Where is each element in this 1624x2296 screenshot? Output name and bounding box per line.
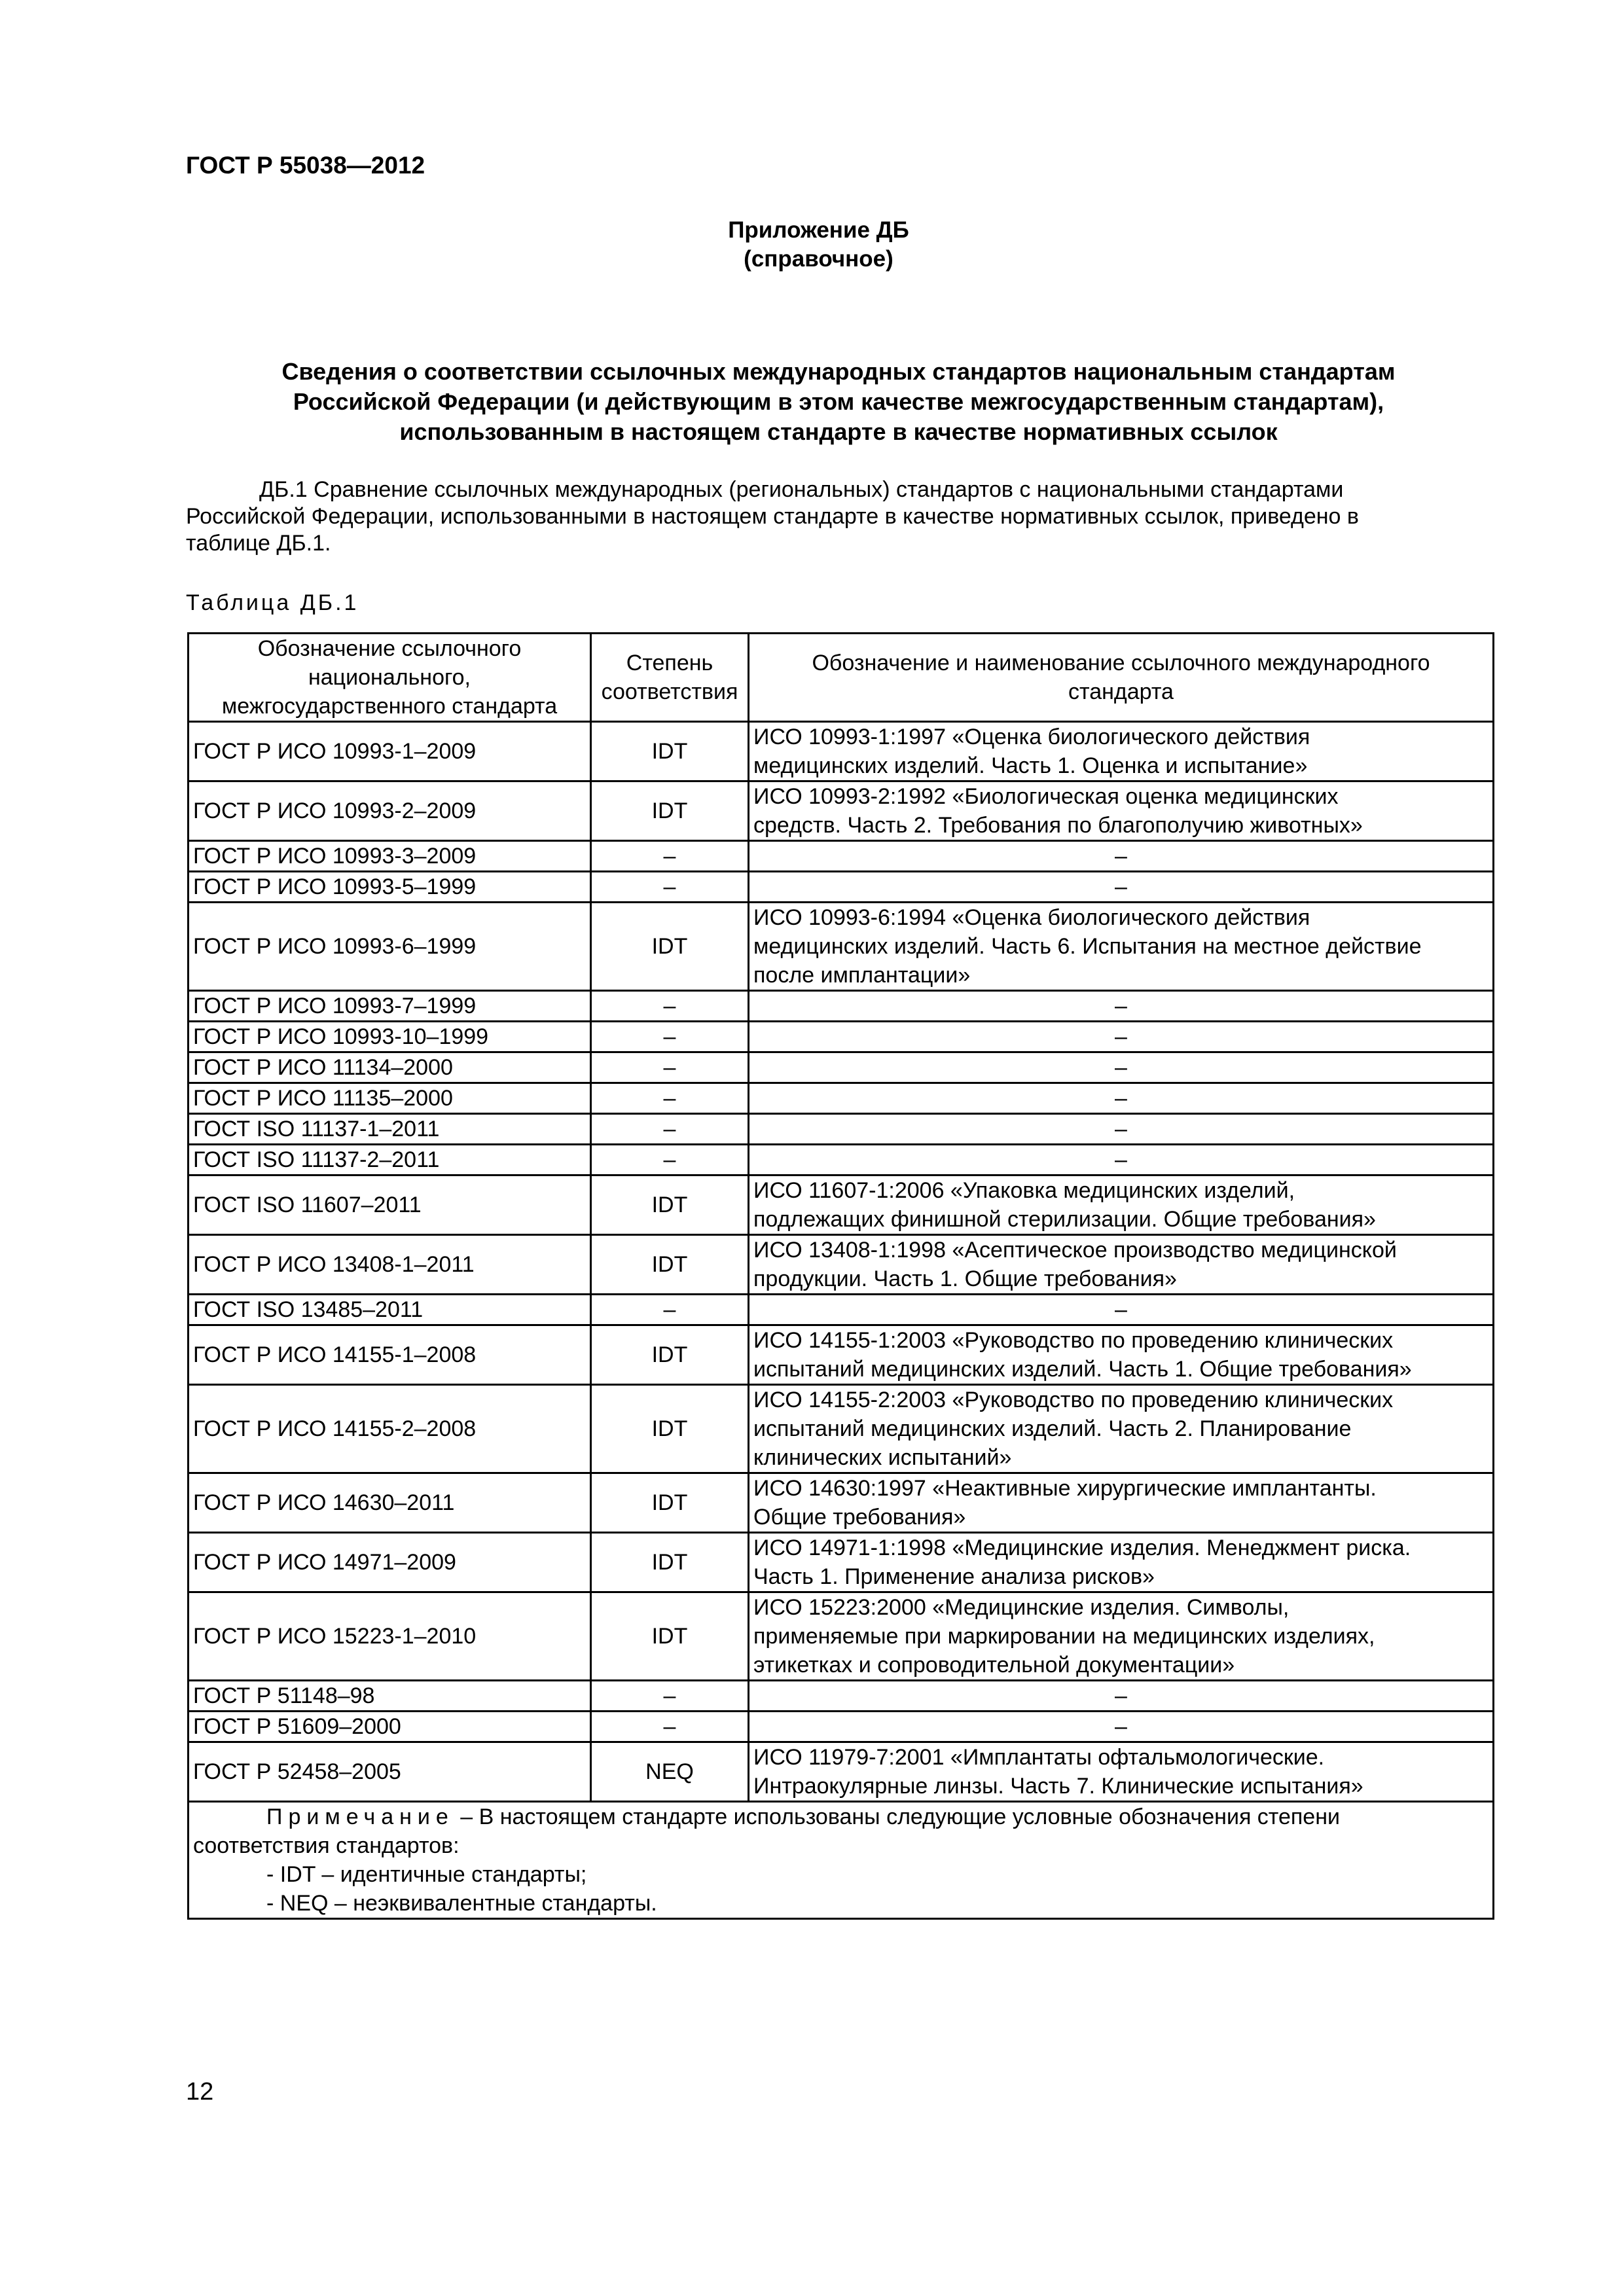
international-standard-cell — [749, 1325, 1494, 1385]
page-number: 12 — [186, 2078, 214, 2106]
header-line: межгосударственного стандарта — [221, 694, 558, 719]
heading-line: Российской Федерации (и действующим в этом качестве межгосударственным стандартам), — [293, 388, 1384, 416]
table-row — [189, 991, 1494, 1022]
degree-cell: IDT — [591, 1175, 749, 1235]
degree-cell: IDT — [591, 1592, 749, 1681]
international-standard-line: испытаний медицинских изделий. Часть 1. Общие требования» — [753, 1357, 1412, 1382]
international-standard-cell — [749, 991, 1494, 1022]
international-standard-line: ИСО 15223:2000 «Медицинские изделия. Символы, — [753, 1595, 1290, 1620]
heading-line: использованным в настоящем стандарте в качестве нормативных ссылок — [399, 418, 1278, 446]
international-standard-line: – — [1115, 1086, 1127, 1111]
degree-cell: IDT — [591, 1325, 749, 1385]
national-standard-cell: ГОСТ Р ИСО 11134–2000 — [189, 1052, 591, 1083]
national-standard-cell: ГОСТ Р 52458–2005 — [189, 1742, 591, 1802]
standards-table — [187, 632, 1494, 1920]
international-standard-line: – — [1115, 1297, 1127, 1322]
note-dash: – — [454, 1804, 479, 1829]
national-standard-cell: ГОСТ Р ИСО 10993-3–2009 — [189, 841, 591, 872]
national-standard-cell: ГОСТ Р 51148–98 — [189, 1681, 591, 1712]
intro-paragraph — [186, 476, 1495, 556]
section-heading — [186, 357, 1491, 447]
national-standard-cell: ГОСТ ISO 11607–2011 — [189, 1175, 591, 1235]
table-caption: Таблица ДБ.1 — [186, 590, 359, 615]
national-standard-cell: ГОСТ Р ИСО 13408-1–2011 — [189, 1235, 591, 1295]
header-degree — [591, 634, 749, 722]
table-row — [189, 841, 1494, 872]
header-line: стандарта — [1068, 679, 1174, 704]
national-standard-cell: ГОСТ Р ИСО 14971–2009 — [189, 1533, 591, 1592]
table-row — [189, 1052, 1494, 1083]
national-standard-cell: ГОСТ Р ИСО 10993-6–1999 — [189, 903, 591, 991]
table-row — [189, 1712, 1494, 1742]
national-standard-cell: ГОСТ Р ИСО 10993-7–1999 — [189, 991, 591, 1022]
international-standard-cell — [749, 1473, 1494, 1533]
international-standard-cell — [749, 1681, 1494, 1712]
international-standard-cell — [749, 1295, 1494, 1325]
header-international-standard — [749, 634, 1494, 722]
table-row — [189, 872, 1494, 903]
table-row — [189, 1742, 1494, 1802]
national-standard-cell: ГОСТ Р ИСО 10993-10–1999 — [189, 1022, 591, 1052]
international-standard-line: Часть 1. Применение анализа рисков» — [753, 1564, 1155, 1589]
international-standard-line: продукции. Часть 1. Общие требования» — [753, 1266, 1177, 1291]
international-standard-line: Интраокулярные линзы. Часть 7. Клинические испытания» — [753, 1774, 1363, 1799]
national-standard-cell: ГОСТ Р ИСО 10993-1–2009 — [189, 722, 591, 781]
international-standard-line: ИСО 10993-2:1992 «Биологическая оценка медицинских — [753, 784, 1339, 809]
national-standard-cell: ГОСТ Р ИСО 14155-1–2008 — [189, 1325, 591, 1385]
degree-cell: – — [591, 872, 749, 903]
international-standard-line: – — [1115, 1055, 1127, 1080]
international-standard-cell — [749, 841, 1494, 872]
international-standard-line: ИСО 14155-2:2003 «Руководство по проведению клинических — [753, 1388, 1394, 1412]
degree-cell: IDT — [591, 1533, 749, 1592]
international-standard-cell — [749, 781, 1494, 841]
degree-cell: – — [591, 1083, 749, 1114]
intro-line: ДБ.1 Сравнение ссылочных международных (региональных) стандартов с национальными стандартами — [259, 477, 1344, 502]
international-standard-line: ИСО 11979-7:2001 «Имплантаты офтальмологические. — [753, 1745, 1325, 1770]
table-row — [189, 1325, 1494, 1385]
international-standard-line: после имплантации» — [753, 963, 971, 988]
table-row — [189, 781, 1494, 841]
international-standard-cell — [749, 1385, 1494, 1473]
international-standard-line: – — [1115, 1117, 1127, 1141]
degree-cell: – — [591, 1114, 749, 1145]
table-header-row — [189, 634, 1494, 722]
note-first-line — [193, 1803, 1489, 1831]
international-standard-cell — [749, 722, 1494, 781]
international-standard-line: Общие требования» — [753, 1505, 966, 1530]
international-standard-line: – — [1115, 1714, 1127, 1739]
annex-title: Приложение ДБ — [728, 217, 909, 243]
international-standard-cell — [749, 1022, 1494, 1052]
degree-cell: – — [591, 1712, 749, 1742]
national-standard-cell: ГОСТ ISO 11137-2–2011 — [189, 1145, 591, 1175]
table-row — [189, 1145, 1494, 1175]
annex-type: (справочное) — [744, 245, 893, 272]
intro-line: Российской Федерации, использованными в настоящем стандарте в качестве нормативных ссылок, приведено в — [186, 503, 1359, 529]
international-standard-line: медицинских изделий. Часть 6. Испытания на местное действие — [753, 934, 1422, 959]
degree-cell: IDT — [591, 1235, 749, 1295]
table-row — [189, 1114, 1494, 1145]
international-standard-line: ИСО 10993-1:1997 «Оценка биологического действия — [753, 725, 1310, 749]
degree-cell: – — [591, 1681, 749, 1712]
degree-cell: – — [591, 841, 749, 872]
national-standard-cell: ГОСТ Р ИСО 14630–2011 — [189, 1473, 591, 1533]
national-standard-cell: ГОСТ ISO 11137-1–2011 — [189, 1114, 591, 1145]
national-standard-cell: ГОСТ Р ИСО 11135–2000 — [189, 1083, 591, 1114]
degree-cell: – — [591, 1295, 749, 1325]
international-standard-line: этикетках и сопроводительной документации» — [753, 1653, 1235, 1677]
degree-cell: – — [591, 1145, 749, 1175]
note-item: - NEQ – неэквивалентные стандарты. — [266, 1891, 657, 1916]
header-line: соответствия — [601, 679, 738, 704]
table-row — [189, 1385, 1494, 1473]
header-line: Обозначение и наименование ссылочного международного — [812, 651, 1430, 675]
table-row — [189, 1235, 1494, 1295]
international-standard-cell — [749, 1712, 1494, 1742]
international-standard-line: средств. Часть 2. Требования по благополучию животных» — [753, 813, 1363, 838]
international-standard-line: ИСО 11607-1:2006 «Упаковка медицинских изделий, — [753, 1178, 1295, 1203]
international-standard-line: ИСО 14630:1997 «Неактивные хирургические имплантанты. — [753, 1476, 1377, 1501]
degree-cell: – — [591, 991, 749, 1022]
annex-header — [0, 216, 1624, 274]
header-line: национального, — [308, 665, 471, 690]
table-row — [189, 1473, 1494, 1533]
table-row — [189, 1022, 1494, 1052]
international-standard-line: – — [1115, 994, 1127, 1018]
table-note — [189, 1802, 1494, 1919]
international-standard-line: применяемые при маркировании на медицинских изделиях, — [753, 1624, 1375, 1649]
international-standard-line: подлежащих финишной стерилизации. Общие требования» — [753, 1207, 1376, 1232]
international-standard-line: клинических испытаний» — [753, 1445, 1012, 1470]
note-item: - IDT – идентичные стандарты; — [266, 1862, 587, 1887]
note-text: В настоящем стандарте использованы следующие условные обозначения степени — [478, 1804, 1340, 1829]
international-standard-cell — [749, 1052, 1494, 1083]
international-standard-line: – — [1115, 844, 1127, 869]
international-standard-line: ИСО 14155-1:2003 «Руководство по проведению клинических — [753, 1328, 1394, 1353]
table-note-row — [189, 1802, 1494, 1919]
international-standard-cell — [749, 1114, 1494, 1145]
header-line: Обозначение ссылочного — [257, 636, 522, 661]
international-standard-cell — [749, 872, 1494, 903]
international-standard-line: – — [1115, 1147, 1127, 1172]
note-label: Примечание — [266, 1804, 454, 1829]
table-row — [189, 1681, 1494, 1712]
international-standard-line: медицинских изделий. Часть 1. Оценка и испытание» — [753, 753, 1308, 778]
international-standard-cell — [749, 1533, 1494, 1592]
degree-cell: IDT — [591, 722, 749, 781]
international-standard-cell — [749, 1235, 1494, 1295]
international-standard-cell — [749, 1175, 1494, 1235]
table-row — [189, 1175, 1494, 1235]
header-line: Степень — [626, 651, 713, 675]
degree-cell: IDT — [591, 781, 749, 841]
national-standard-cell: ГОСТ Р ИСО 14155-2–2008 — [189, 1385, 591, 1473]
table-row — [189, 1592, 1494, 1681]
international-standard-cell — [749, 1742, 1494, 1802]
note-text: соответствия стандартов: — [193, 1833, 460, 1858]
international-standard-line: ИСО 10993-6:1994 «Оценка биологического действия — [753, 905, 1310, 930]
international-standard-line: – — [1115, 874, 1127, 899]
header-national-standard — [189, 634, 591, 722]
heading-line: Сведения о соответствии ссылочных международных стандартов национальным стандартам — [281, 358, 1396, 385]
degree-cell: IDT — [591, 1473, 749, 1533]
table-row — [189, 1533, 1494, 1592]
national-standard-cell: ГОСТ Р ИСО 15223-1–2010 — [189, 1592, 591, 1681]
degree-cell: – — [591, 1052, 749, 1083]
international-standard-line: ИСО 13408-1:1998 «Асептическое производство медицинской — [753, 1238, 1397, 1263]
national-standard-cell: ГОСТ Р 51609–2000 — [189, 1712, 591, 1742]
national-standard-cell: ГОСТ Р ИСО 10993-2–2009 — [189, 781, 591, 841]
international-standard-cell — [749, 1083, 1494, 1114]
international-standard-line: испытаний медицинских изделий. Часть 2. Планирование — [753, 1416, 1352, 1441]
international-standard-cell — [749, 1592, 1494, 1681]
document-code: ГОСТ Р 55038—2012 — [186, 152, 425, 179]
international-standard-line: ИСО 14971-1:1998 «Медицинские изделия. Менеджмент риска. — [753, 1535, 1411, 1560]
degree-cell: NEQ — [591, 1742, 749, 1802]
table-row — [189, 1295, 1494, 1325]
degree-cell: – — [591, 1022, 749, 1052]
intro-line: таблице ДБ.1. — [186, 530, 331, 556]
international-standard-cell — [749, 903, 1494, 991]
international-standard-cell — [749, 1145, 1494, 1175]
table-row — [189, 722, 1494, 781]
international-standard-line: – — [1115, 1024, 1127, 1049]
table-row — [189, 1083, 1494, 1114]
degree-cell: IDT — [591, 1385, 749, 1473]
table-row — [189, 903, 1494, 991]
national-standard-cell: ГОСТ Р ИСО 10993-5–1999 — [189, 872, 591, 903]
degree-cell: IDT — [591, 903, 749, 991]
international-standard-line: – — [1115, 1683, 1127, 1708]
national-standard-cell: ГОСТ ISO 13485–2011 — [189, 1295, 591, 1325]
